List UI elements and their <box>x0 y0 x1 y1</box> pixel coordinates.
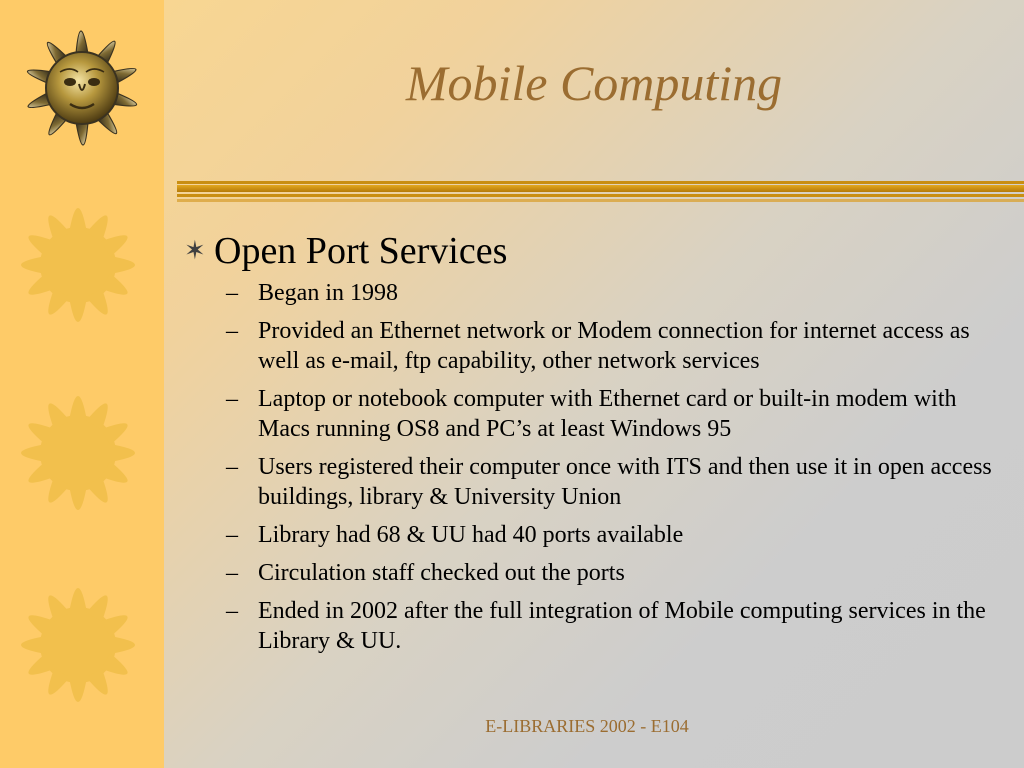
list-item <box>184 520 1004 550</box>
sun-icon <box>21 396 135 510</box>
slide-body <box>184 228 1004 664</box>
dash-bullet-icon: – <box>226 318 238 344</box>
sun-icon <box>21 588 135 702</box>
dash-bullet-icon: – <box>226 560 238 586</box>
dash-bullet-icon: – <box>226 598 238 624</box>
list-item-text: Laptop or notebook computer with Ethernet card or built-in modem with Macs running OS8 and PC’s at least Windows 95 <box>258 386 957 442</box>
bullet-list <box>184 278 1004 656</box>
list-item <box>184 596 1004 656</box>
slide-footer: E-LIBRARIES 2002 - E104 <box>485 716 689 736</box>
dash-bullet-icon: – <box>226 522 238 548</box>
list-item <box>184 316 1004 376</box>
sun-face-icon <box>26 31 138 145</box>
title-divider <box>177 181 1024 205</box>
dash-bullet-icon: – <box>226 454 238 480</box>
list-item <box>184 558 1004 588</box>
dash-bullet-icon: – <box>226 386 238 412</box>
star-bullet-icon: ✶ <box>184 236 206 265</box>
list-item-text: Provided an Ethernet network or Modem connection for internet access as well as e-mail, ftp capability, other network services <box>258 318 970 374</box>
list-item-text: Library had 68 & UU had 40 ports available <box>258 522 684 548</box>
slide-title: Mobile Computing <box>405 55 783 111</box>
section-heading: Open Port Services <box>214 230 508 272</box>
list-item-text: Began in 1998 <box>258 280 398 306</box>
list-item <box>184 384 1004 444</box>
list-item <box>184 452 1004 512</box>
main-bullet <box>184 228 1004 274</box>
list-item <box>184 278 1004 308</box>
sun-icon <box>21 208 135 322</box>
dash-bullet-icon: – <box>226 280 238 306</box>
list-item-text: Ended in 2002 after the full integration of Mobile computing services in the Library & UU. <box>258 598 986 654</box>
decorative-sun-strip <box>0 0 164 768</box>
list-item-text: Users registered their computer once with ITS and then use it in open access buildings, library & University Union <box>258 454 992 510</box>
list-item-text: Circulation staff checked out the ports <box>258 560 625 586</box>
